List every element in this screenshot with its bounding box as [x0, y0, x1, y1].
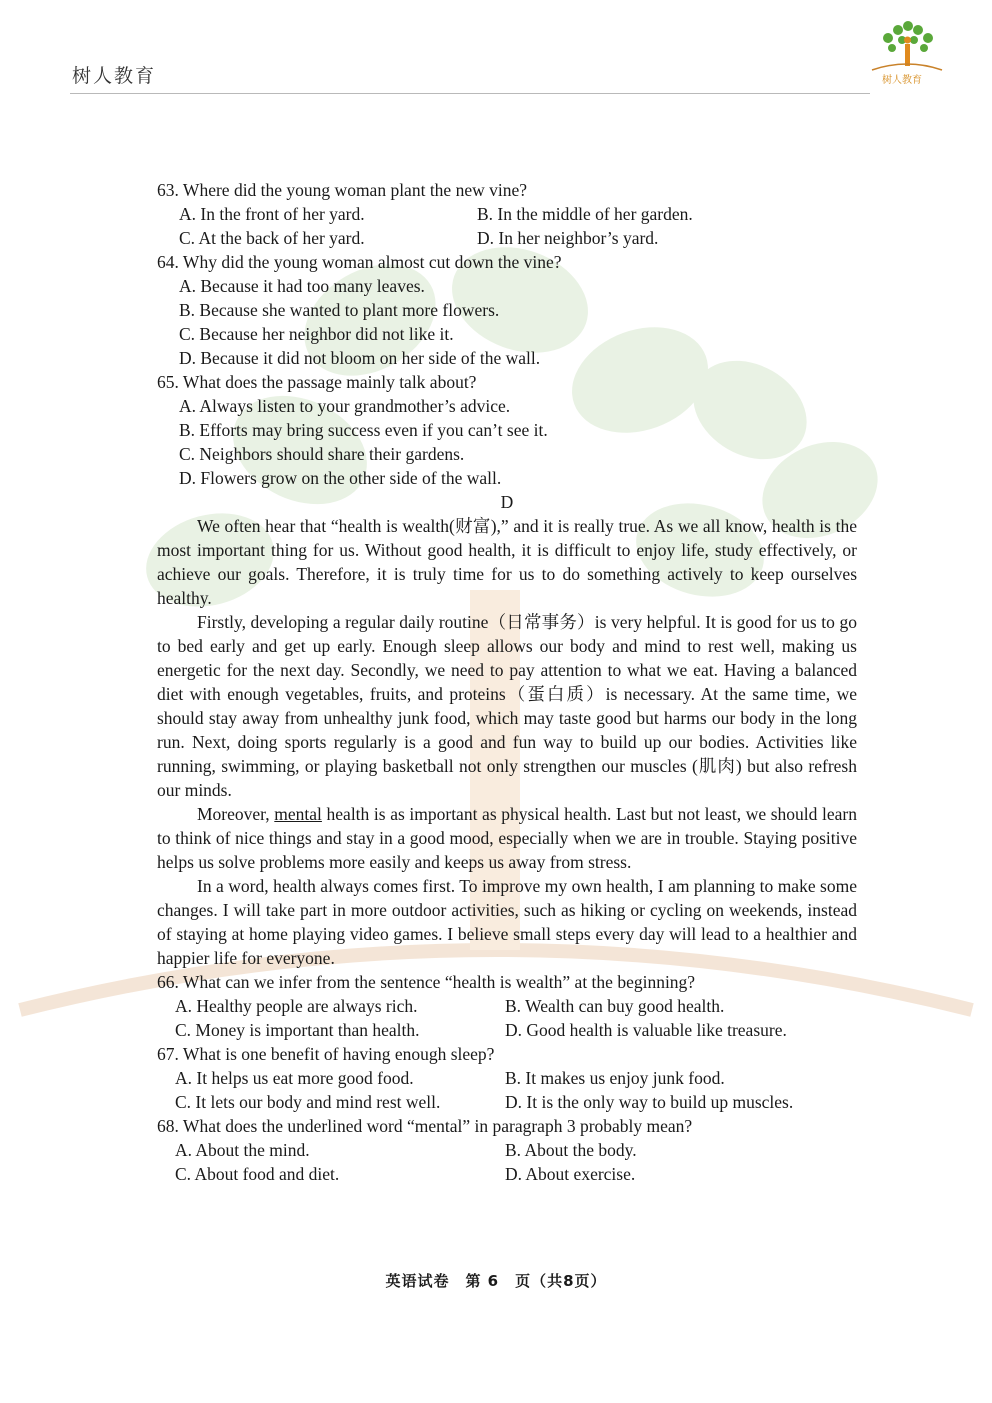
- option: A. Healthy people are always rich.: [175, 996, 418, 1016]
- option: D. It is the only way to build up muscles.: [505, 1092, 794, 1112]
- question-68-stem: 68. What does the underlined word “mental” in paragraph 3 probably mean?: [157, 1116, 693, 1136]
- option: A. In the front of her yard.: [179, 204, 365, 224]
- paragraph-text: health is as important as physical health. Last but not least, we should learn to think of nice things and stay in a good mood, especially when we are in trouble. Staying positive helps us solve problems more easily and keeps us away from stress.: [157, 804, 857, 872]
- question-64-stem: 64. Why did the young woman almost cut down the vine?: [157, 252, 562, 272]
- option: C. Money is important than health.: [175, 1020, 420, 1040]
- option: D. Because it did not bloom on her side of the wall.: [179, 348, 541, 368]
- option: B. Wealth can buy good health.: [505, 996, 725, 1016]
- option: B. It makes us enjoy junk food.: [505, 1068, 725, 1088]
- option: C. It lets our body and mind rest well.: [175, 1092, 441, 1112]
- option: C. About food and diet.: [175, 1164, 340, 1184]
- passage-paragraph-3: [157, 802, 857, 874]
- option: D. Good health is valuable like treasure.: [505, 1020, 787, 1040]
- section-label: D: [500, 492, 514, 512]
- question-66-stem: 66. What can we infer from the sentence “health is wealth” at the beginning?: [157, 972, 696, 992]
- question-63-stem: 63. Where did the young woman plant the new vine?: [157, 180, 527, 200]
- question-63-options: [179, 202, 857, 250]
- tree-logo-icon: [868, 16, 946, 76]
- logo-text: 树人教育: [882, 75, 922, 86]
- passage-paragraph-2: Firstly, developing a regular daily routine（日常事务）is very helpful. It is good for us to go to bed early and get up early. Enough sleep allows our body and mind to rest well, making us energetic for the next day. Secondly, we need to pay attention to what we eat. Having a balanced diet with enough vegetables, fruits, and proteins（蛋白质）is necessary. At the same time, we should stay away from unhealthy junk food, which may taste good but harms our body in the long run. Next, doing sports regularly is a good and fun way to build up our bodies. Activities like running, swimming, or playing basketball not only strengthen our muscles (肌肉) but also refresh our minds.: [157, 612, 857, 800]
- option: B. Efforts may bring success even if you can’t see it.: [179, 420, 548, 440]
- question-68-options: [175, 1138, 857, 1186]
- option: A. About the mind.: [175, 1140, 310, 1160]
- option: B. In the middle of her garden.: [477, 204, 693, 224]
- option: D. In her neighbor’s yard.: [477, 228, 659, 248]
- option: C. Because her neighbor did not like it.: [179, 324, 454, 344]
- option: D. About exercise.: [505, 1164, 636, 1184]
- page-footer: 英语试卷 第 6 页（共8页）: [385, 1272, 607, 1290]
- page-header: [70, 55, 870, 94]
- option: A. Because it had too many leaves.: [179, 276, 425, 296]
- question-66-options: [175, 994, 857, 1042]
- exam-content: [157, 178, 857, 1186]
- logo: [868, 16, 946, 88]
- underlined-word: mental: [274, 804, 322, 824]
- question-67-options: [175, 1066, 857, 1114]
- question-65-stem: 65. What does the passage mainly talk about?: [157, 372, 477, 392]
- option: C. Neighbors should share their gardens.: [179, 444, 465, 464]
- passage-paragraph-4: In a word, health always comes first. To improve my own health, I am planning to make some changes. I will take part in more outdoor activities, such as hiking or cycling on weekends, instead of staying at home playing video games. I believe small steps every day will lead to a healthier and happier life for everyone.: [157, 876, 857, 968]
- passage-paragraph-1: We often hear that “health is wealth(财富),” and it is really true. As we all know, health is the most important thing for us. Without good health, it is difficult to enjoy life, study effectively, or achieve our goals. Therefore, it is truly time for us to do something actively to keep ourselves healthy.: [157, 516, 857, 608]
- option: B. Because she wanted to plant more flowers.: [179, 300, 500, 320]
- question-67-stem: 67. What is one benefit of having enough sleep?: [157, 1044, 495, 1064]
- option: B. About the body.: [505, 1140, 637, 1160]
- option: C. At the back of her yard.: [179, 228, 365, 248]
- option: A. It helps us eat more good food.: [175, 1068, 414, 1088]
- option: A. Always listen to your grandmother’s advice.: [179, 396, 511, 416]
- option: D. Flowers grow on the other side of the wall.: [179, 468, 502, 488]
- header-title: 树人教育: [72, 66, 157, 87]
- paragraph-text: Moreover,: [197, 804, 275, 824]
